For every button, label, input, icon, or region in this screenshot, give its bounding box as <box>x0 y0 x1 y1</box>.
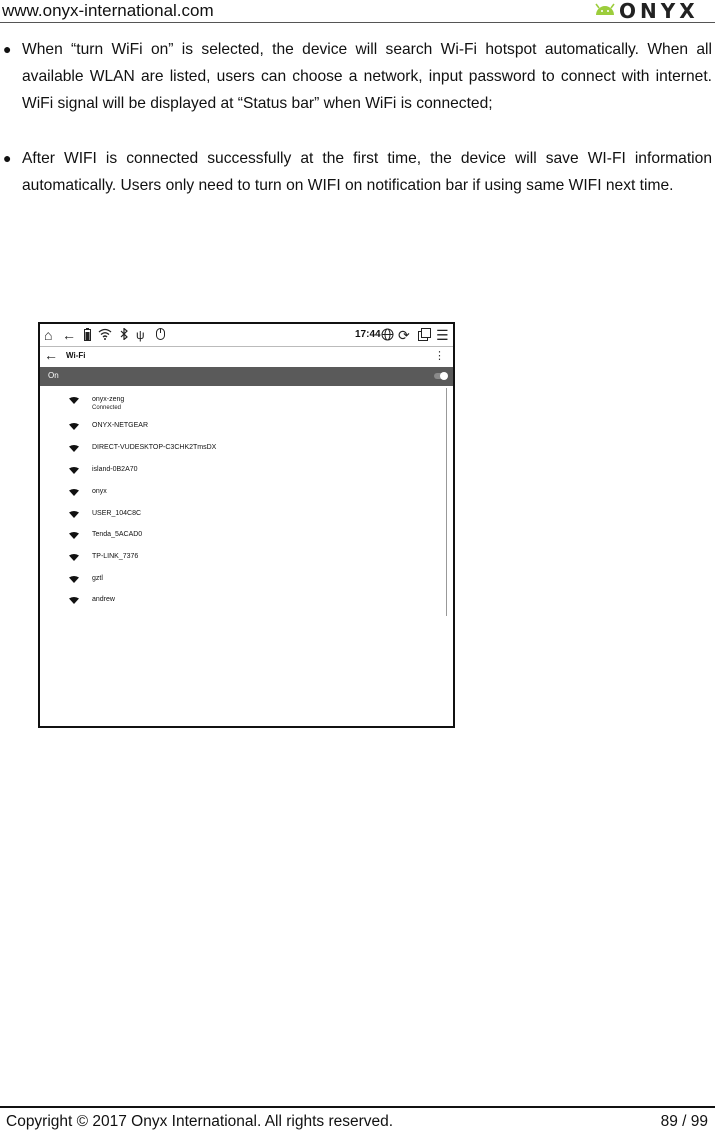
page-number: 89 / 99 <box>660 1113 708 1130</box>
wifi-signal-icon <box>69 489 79 496</box>
menu-icon[interactable]: ☰ <box>436 327 449 343</box>
network-item[interactable] <box>40 420 453 438</box>
page-footer <box>0 1106 715 1138</box>
bullet-dot-icon: ● <box>3 150 12 166</box>
network-name: island-0B2A70 <box>92 466 138 473</box>
bullet-text: When “turn WiFi on” is selected, the device will search Wi-Fi hotspot automatically. When all available WLAN are listed, users can choose a network, input password to connect with internet. WiFi signal will be displayed at “Status bar” when WiFi is connected; <box>22 41 712 112</box>
wifi-signal-icon <box>69 576 79 583</box>
more-options-icon[interactable]: ⋮ <box>434 350 445 362</box>
network-status: Connected <box>92 405 122 411</box>
usb-icon: ψ <box>136 328 145 342</box>
copyright-text: Copyright © 2017 Onyx International. All rights reserved. <box>6 1113 394 1130</box>
page-title: Wi-Fi <box>66 351 86 360</box>
back-button[interactable]: ← <box>44 347 58 363</box>
network-name: DIRECT-VUDESKTOP-C3CHK2TmsDX <box>92 444 217 451</box>
wifi-toggle-row[interactable] <box>40 367 453 386</box>
onyx-logo <box>593 0 713 23</box>
wifi-signal-icon <box>69 423 79 430</box>
logo-wordmark: ONYX <box>619 0 699 23</box>
clock: 17:44 <box>355 329 381 340</box>
bullet-item <box>0 145 712 199</box>
bullet-text: After WIFI is connected successfully at the first time, the device will save WI-FI information automatically. Users only need to turn on WIFI on notification bar if using same WIFI next time. <box>22 150 712 194</box>
network-name: TP-LINK_7376 <box>92 553 139 560</box>
network-item[interactable] <box>40 594 453 612</box>
wifi-state-label: On <box>48 371 59 380</box>
network-name: onyx-zeng <box>92 396 125 403</box>
network-name: andrew <box>92 596 115 603</box>
wifi-icon <box>98 328 112 340</box>
device-status-bar <box>40 324 453 347</box>
wifi-signal-icon <box>69 467 79 474</box>
bluetooth-icon <box>120 328 128 340</box>
network-item[interactable] <box>40 394 453 412</box>
wifi-signal-icon <box>69 511 79 518</box>
network-name: gztl <box>92 575 103 582</box>
page-header <box>0 0 715 23</box>
wifi-toggle-switch[interactable] <box>434 373 447 379</box>
bullet-item <box>0 36 712 117</box>
network-item[interactable] <box>40 551 453 569</box>
network-item[interactable] <box>40 508 453 526</box>
multiwindow-icon[interactable] <box>418 328 432 341</box>
mouse-icon <box>156 328 165 340</box>
network-name: ONYX-NETGEAR <box>92 422 149 429</box>
bullet-dot-icon: ● <box>3 41 12 57</box>
network-name: onyx <box>92 488 107 495</box>
wifi-signal-icon <box>69 532 79 539</box>
website-url: www.onyx-international.com <box>2 1 214 20</box>
web-icon[interactable] <box>381 328 394 341</box>
network-item[interactable] <box>40 442 453 460</box>
network-item[interactable] <box>40 573 453 591</box>
wifi-signal-icon <box>69 597 79 604</box>
home-icon[interactable]: ⌂ <box>44 327 53 343</box>
network-item[interactable] <box>40 529 453 547</box>
network-name: USER_104C8C <box>92 510 142 517</box>
wifi-settings-screenshot <box>38 322 455 728</box>
battery-icon <box>84 328 91 341</box>
network-item[interactable] <box>40 486 453 504</box>
network-item[interactable] <box>40 464 453 482</box>
network-name: Tenda_5ACAD0 <box>92 531 143 538</box>
android-head-icon <box>593 1 617 19</box>
app-title-bar <box>40 346 453 368</box>
wifi-signal-icon <box>69 445 79 452</box>
scrollbar[interactable] <box>446 388 447 616</box>
wifi-signal-icon <box>69 397 79 404</box>
refresh-icon[interactable]: ⟳ <box>398 327 410 343</box>
wifi-signal-icon <box>69 554 79 561</box>
body-text <box>0 36 715 199</box>
back-arrow-icon[interactable]: ← <box>62 327 76 343</box>
